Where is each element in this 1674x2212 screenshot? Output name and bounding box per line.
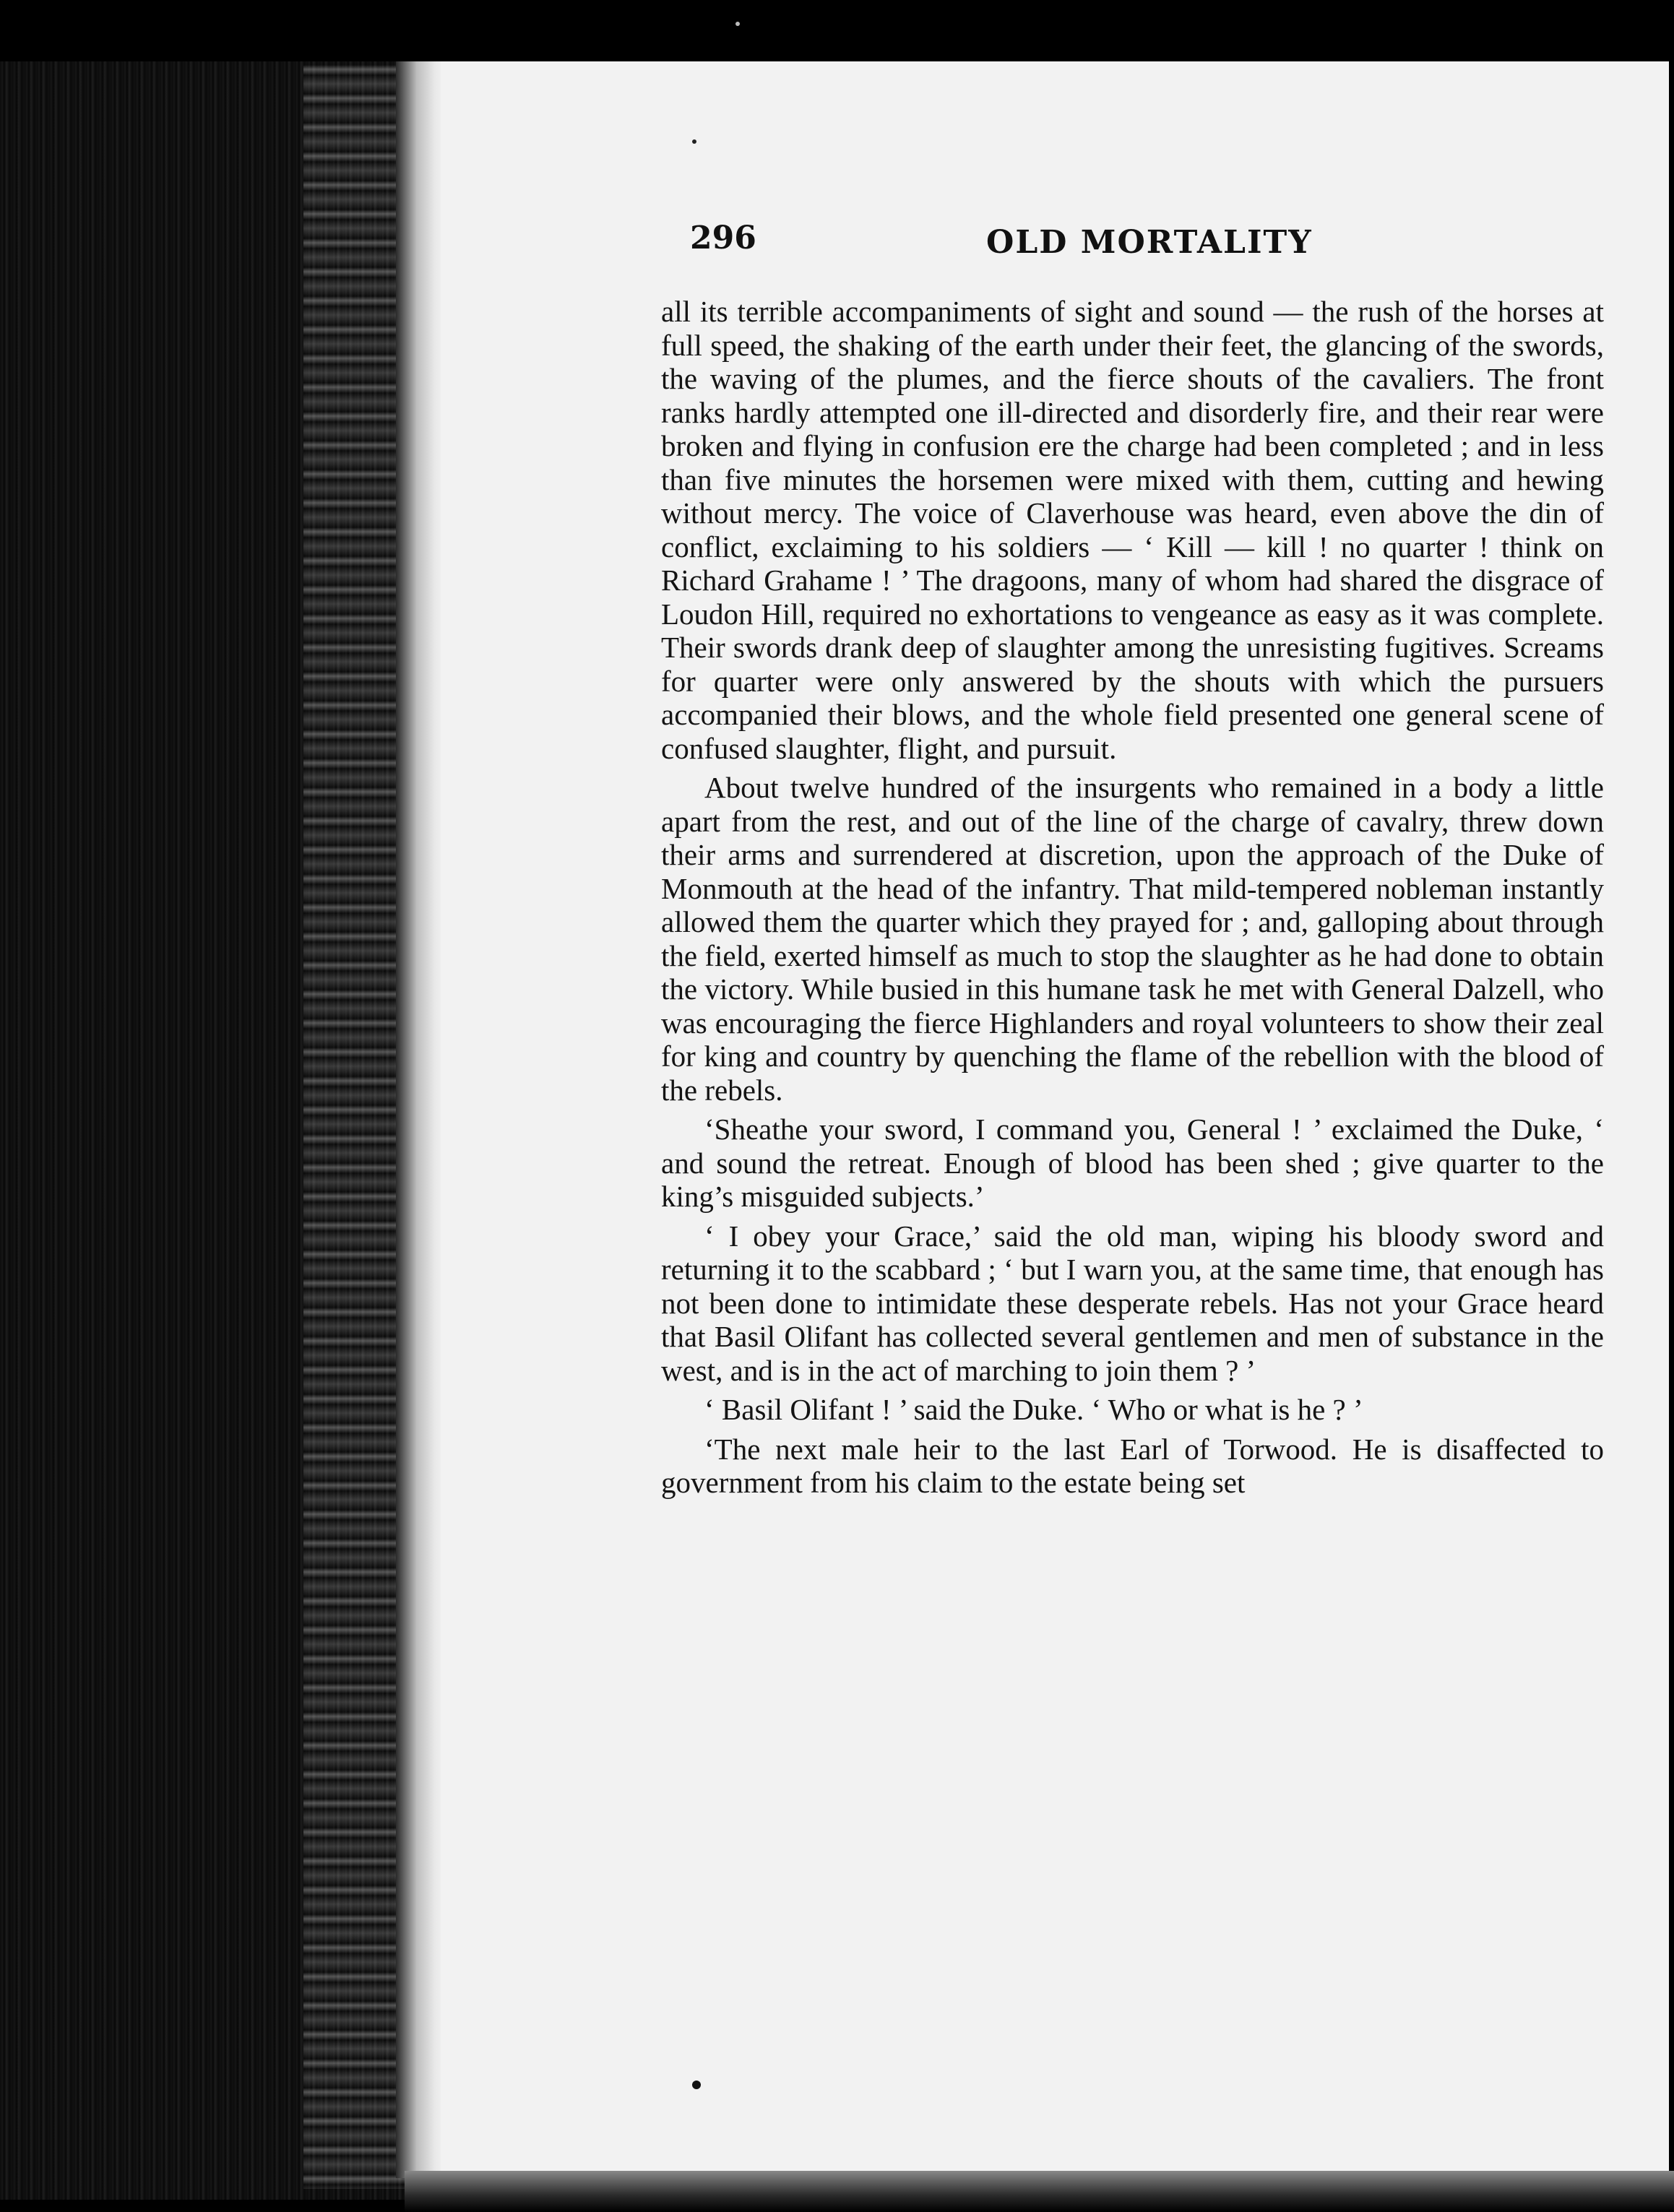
paragraph: ‘The next male heir to the last Earl of Torwood. He is disaffected to government from his claim to the estate being set xyxy=(661,1432,1604,1499)
paragraph: About twelve hundred of the insurgents who remained in a body a little apart from the rest, and out of the line of the charge of cavalry, threw down their arms and surrendered at discretion, upon the approach of the Duke of Monmouth at the head of the infantry. That mild-tempered nobleman instantly allowed them the quarter which they prayed for ; and, galloping about through the field, exerted himself as much to stop the slaughter as he had done to obtain the victory. While busied in this humane task he met with General Dalzell, who was encouraging the fierce Highlanders and royal volunteers to show their zeal for king and country by quenching the flame of the rebellion with the blood of the rebels. xyxy=(661,771,1604,1107)
paragraph: ‘ I obey your Grace,’ said the old man, wiping his bloody sword and returning it to the scabbard ; ‘ but I warn you, at the same time, that enough has not been done to intimidate these desperate rebels. Has not your Grace heard that Basil Olifant has collected several gentlemen and men of substance in the west, and is in the act of marching to join them ? ’ xyxy=(661,1219,1604,1387)
page-edge-highlights xyxy=(303,65,405,2189)
scan-speck xyxy=(735,22,740,26)
running-head xyxy=(690,217,1333,275)
bottom-shadow xyxy=(405,2171,1674,2212)
paragraph: ‘ Basil Olifant ! ’ said the Duke. ‘ Who or what is he ? ’ xyxy=(704,1393,1363,1426)
page-number: 296 xyxy=(690,220,756,256)
scan-speck xyxy=(692,2081,701,2089)
body-text xyxy=(661,295,1604,1505)
book-title: OLD MORTALITY xyxy=(986,224,1313,261)
scan-speck xyxy=(692,139,696,144)
paragraph: all its terrible accompaniments of sight and sound — the rush of the horses at full speed, the shaking of the earth under their feet, the glancing of the swords, the waving of the plumes, and the fierce shouts of the cavaliers. The front ranks hardly attempted one ill-directed and disorderly fire, and their rear were broken and flying in confusion ere the charge had been completed ; and in less than five minutes the horsemen were mixed with them, cutting and hewing without mercy. The voice of Claverhouse was heard, even above the din of conflict, exclaiming to his soldiers — ‘ Kill — kill ! no quarter ! think on Richard Grahame ! ’ The dragoons, many of whom had shared the disgrace of Loudon Hill, required no exhortations to vengeance as easy as it was complete. Their swords drank deep of slaughter among the unresisting fugitives. Screams for quarter were only answered by the shouts with which the pursuers accompanied their blows, and the whole field presented one general scene of confused slaughter, flight, and pursuit. xyxy=(661,295,1604,765)
paragraph: ‘Sheathe your sword, I command you, General ! ’ exclaimed the Duke, ‘ and sound the retreat. Enough of blood has been shed ; give quarter to the king’s misguided subjects.’ xyxy=(661,1113,1604,1213)
